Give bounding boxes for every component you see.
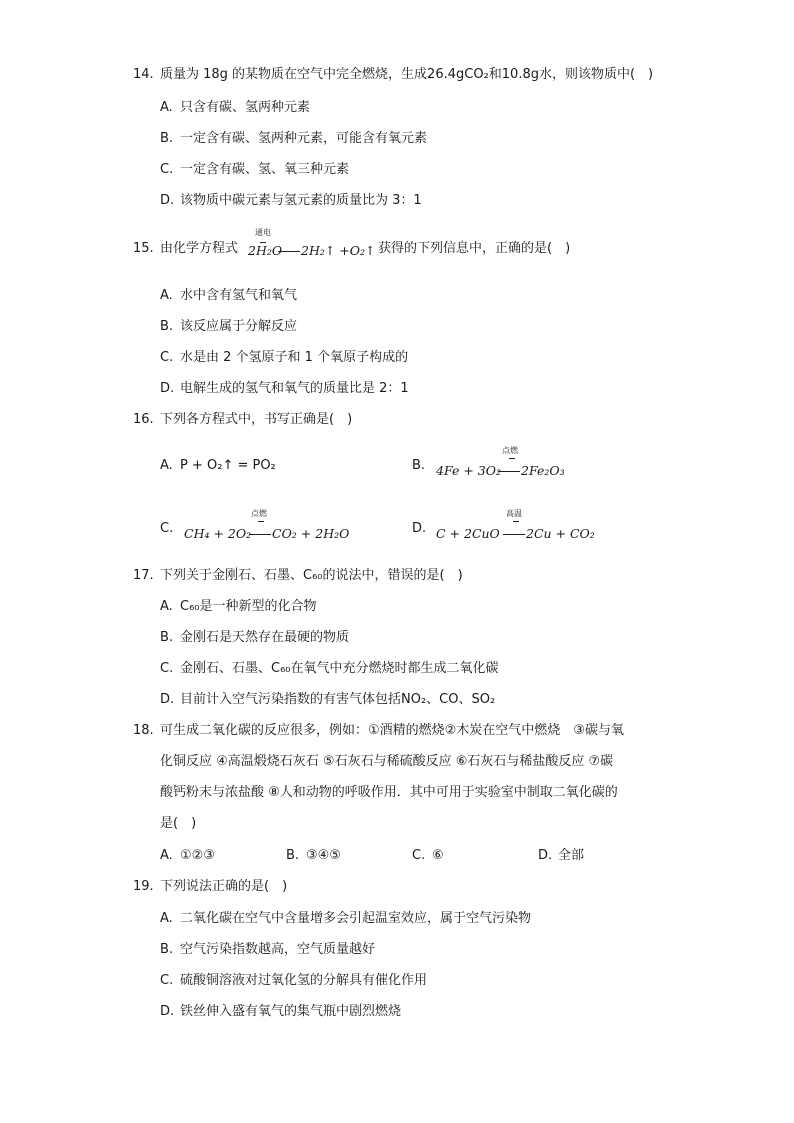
option-d[interactable] — [160, 1004, 401, 1020]
option-a[interactable] — [160, 599, 317, 615]
reaction-condition: 点燃 — [502, 446, 518, 455]
reaction-condition: 点燃 — [251, 509, 267, 518]
question-stem-suffix: 获得的下列信息中，正确的是( ) — [378, 241, 571, 256]
option-label: B. — [160, 131, 174, 146]
option-text: 目前计入空气污染指数的有害气体包括NO₂、CO、SO₂ — [180, 692, 496, 707]
option-label: A. — [160, 848, 173, 863]
option-a[interactable] — [160, 288, 297, 304]
option-c[interactable] — [160, 162, 349, 178]
option-text: 只含有碳、氢两种元素 — [180, 100, 311, 115]
option-c[interactable] — [160, 661, 499, 677]
question-number: 19. — [133, 879, 154, 894]
option-text: 该反应属于分解反应 — [180, 319, 298, 334]
option-label: A. — [160, 458, 173, 473]
question-number: 14. — [133, 67, 154, 82]
option-b[interactable] — [160, 630, 349, 646]
equation-left: CH₄ + 2O₂ — [184, 526, 252, 541]
option-a[interactable] — [160, 458, 276, 474]
question-stem-line-2: 化铜反应 ④高温煅烧石灰石 ⑤石灰石与稀硫酸反应 ⑥石灰石与稀盐酸反应 ⑦碳 — [160, 754, 614, 769]
option-label: C. — [160, 350, 174, 365]
option-text: C₆₀是一种新型的化合物 — [180, 599, 317, 614]
option-d[interactable] — [160, 193, 422, 209]
option-text: ③④⑤ — [306, 848, 341, 863]
option-c[interactable] — [160, 350, 408, 366]
equation-line — [249, 534, 271, 535]
question-number: 15. — [133, 241, 154, 256]
option-label: B. — [160, 630, 174, 645]
question-number: 16. — [133, 412, 154, 427]
option-text: ①②③ — [180, 848, 215, 863]
option-b[interactable] — [160, 319, 297, 335]
option-text: 二氧化碳在空气中含量增多会引起温室效应，属于空气污染物 — [180, 911, 532, 926]
option-text: 水中含有氢气和氧气 — [180, 288, 298, 303]
option-text: 电解生成的氢气和氧气的质量比是 2：1 — [180, 381, 409, 396]
option-text: 一定含有碳、氢、氧三种元素 — [180, 162, 350, 177]
option-d[interactable] — [538, 848, 584, 864]
equation-mark — [260, 242, 266, 243]
equation-right: 2Fe₂O₃ — [521, 463, 565, 478]
option-label: B. — [160, 942, 174, 957]
reaction-condition: 高温 — [506, 509, 522, 518]
option-label: C. — [412, 848, 426, 863]
question-number: 18. — [133, 723, 154, 738]
option-label: D. — [160, 692, 175, 707]
option-label: A. — [160, 100, 173, 115]
option-label: B. — [412, 458, 426, 473]
option-label: D. — [160, 1004, 175, 1019]
equation-right: CO₂ + 2H₂O — [272, 526, 350, 541]
option-a[interactable] — [160, 100, 310, 116]
option-a[interactable] — [160, 848, 215, 864]
reaction-condition: 通电 — [255, 228, 271, 237]
equation-mark — [509, 458, 515, 459]
question-number: 17. — [133, 568, 154, 583]
option-text: 硫酸铜溶液对过氧化氢的分解具有催化作用 — [180, 973, 428, 988]
question-stem-prefix: 由化学方程式 — [160, 241, 239, 256]
option-text: P + O₂↑ = PO₂ — [180, 458, 276, 473]
option-c[interactable] — [412, 848, 444, 864]
option-label: D. — [160, 381, 175, 396]
equation-line — [503, 534, 525, 535]
option-b[interactable] — [286, 848, 341, 864]
option-label: A. — [160, 911, 173, 926]
option-label: A. — [160, 288, 173, 303]
equation-left: 2H₂O — [248, 243, 283, 258]
equation-right: 2H₂↑ +O₂↑ — [301, 243, 376, 258]
equation-line — [498, 471, 520, 472]
option-text: 一定含有碳、氢两种元素，可能含有氧元素 — [180, 131, 428, 146]
option-text: ⑥ — [432, 848, 444, 863]
option-label: B. — [286, 848, 300, 863]
option-label: B. — [160, 319, 174, 334]
question-stem-line-4: 是( ) — [160, 816, 197, 831]
option-text: 金刚石是天然存在最硬的物质 — [180, 630, 350, 645]
equation-mark — [513, 521, 519, 522]
question-stem: 下列关于金刚石、石墨、C₆₀的说法中，错误的是( ) — [160, 568, 463, 583]
question-stem: 下列各方程式中，书写正确是( ) — [160, 412, 353, 427]
option-label: C. — [160, 661, 174, 676]
equation-right: 2Cu + CO₂ — [526, 526, 595, 541]
equation-line — [278, 251, 300, 252]
question-stem-line-1: 可生成二氧化碳的反应很多，例如：①酒精的燃烧②木炭在空气中燃烧 ③碳与氧 — [160, 723, 624, 738]
option-b[interactable] — [160, 942, 375, 958]
option-label: C. — [160, 973, 174, 988]
equation-mark — [258, 521, 264, 522]
option-text: 全部 — [558, 848, 585, 863]
option-text: 该物质中碳元素与氢元素的质量比为 3：1 — [180, 193, 422, 208]
option-label: C. — [160, 521, 174, 536]
equation-left: 4Fe + 3O₂ — [436, 463, 501, 478]
equation-left: C + 2CuO — [436, 526, 500, 541]
option-b[interactable] — [160, 131, 427, 147]
option-label: D. — [160, 193, 175, 208]
option-d[interactable] — [160, 692, 495, 708]
question-stem-line-3: 酸钙粉末与浓盐酸 ⑧人和动物的呼吸作用．其中可用于实验室中制取二氧化碳的 — [160, 785, 618, 800]
option-label: C. — [160, 162, 174, 177]
question-stem: 下列说法正确的是( ) — [160, 879, 288, 894]
option-c[interactable] — [160, 973, 427, 989]
option-label: D. — [412, 521, 427, 536]
option-text: 金刚石、石墨、C₆₀在氧气中充分燃烧时都生成二氧化碳 — [180, 661, 499, 676]
option-text: 水是由 2 个氢原子和 1 个氧原子构成的 — [180, 350, 409, 365]
question-stem: 质量为 18g 的某物质在空气中完全燃烧，生成26.4gCO₂和10.8g水，则该物质中( ) — [160, 67, 654, 82]
option-d[interactable] — [160, 381, 409, 397]
option-a[interactable] — [160, 911, 531, 927]
option-text: 空气污染指数越高，空气质量越好 — [180, 942, 376, 957]
option-label: D. — [538, 848, 553, 863]
option-text: 铁丝伸入盛有氧气的集气瓶中剧烈燃烧 — [180, 1004, 402, 1019]
option-label: A. — [160, 599, 173, 614]
